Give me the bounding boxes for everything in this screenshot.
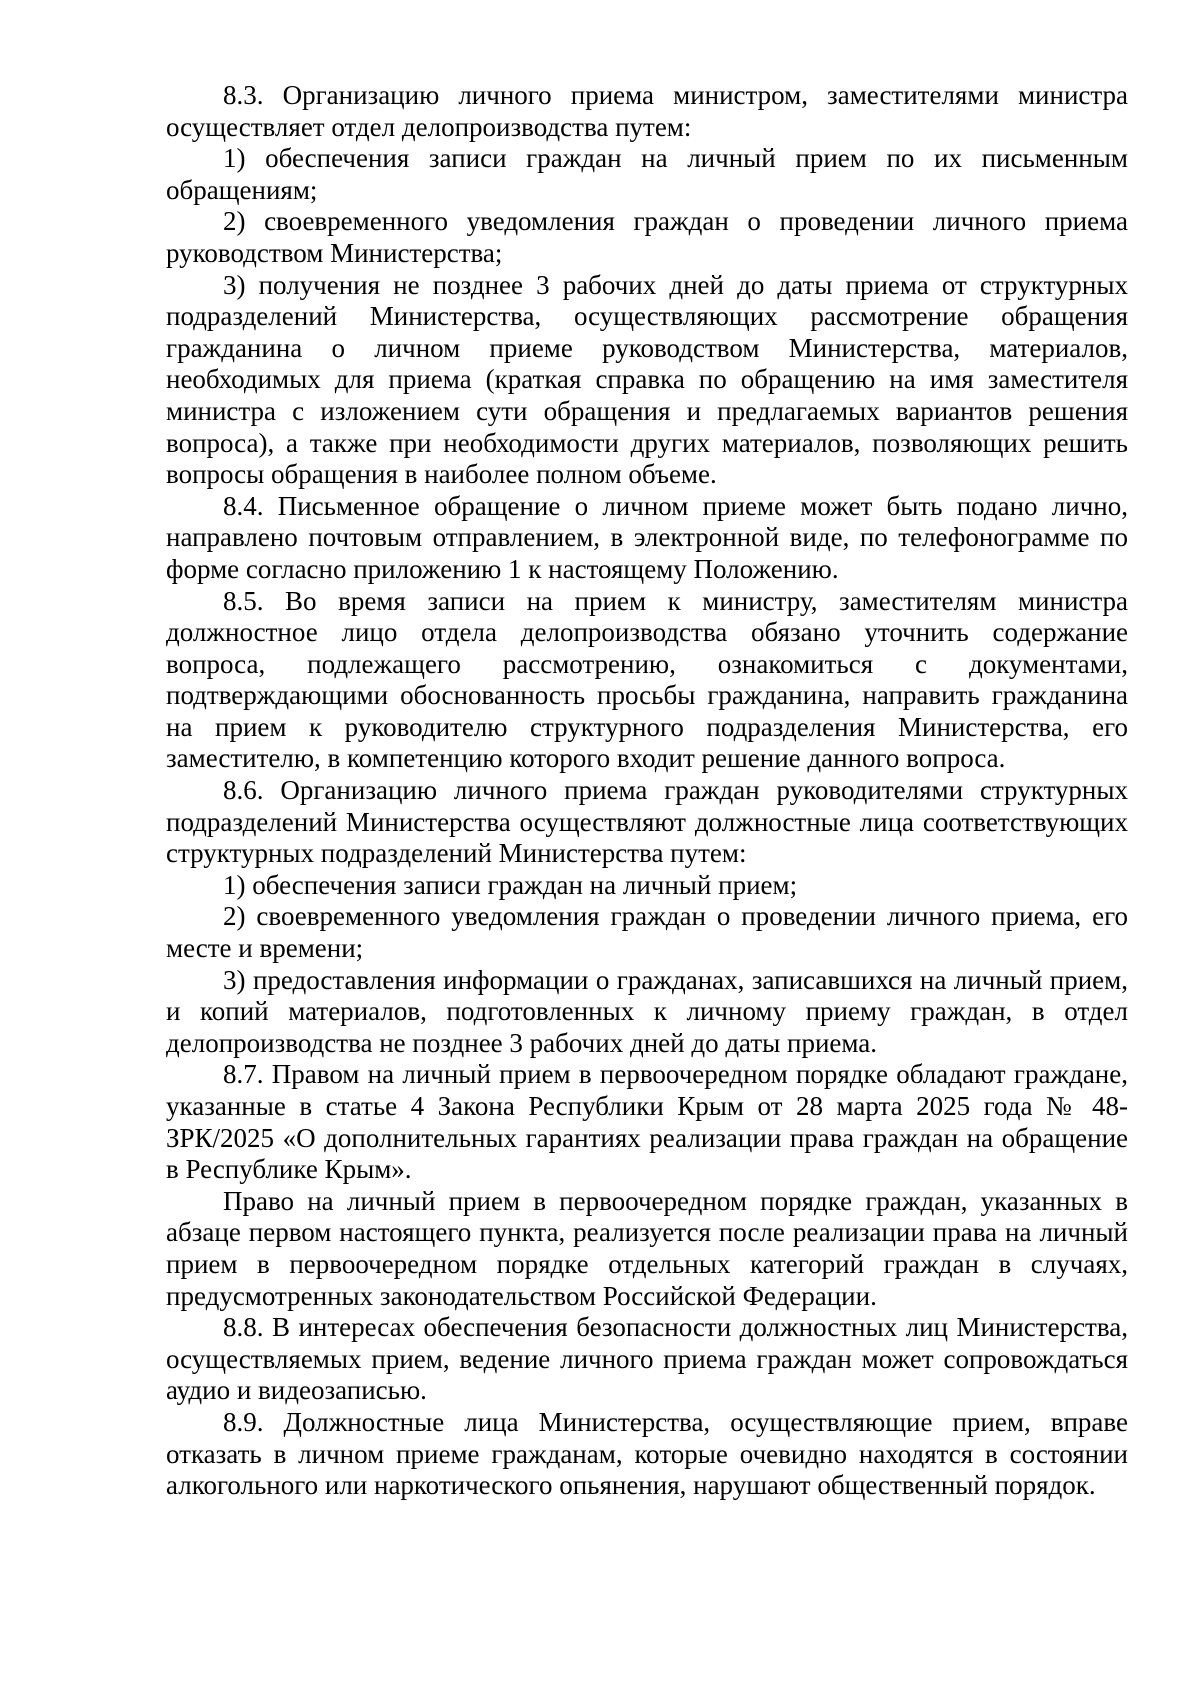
paragraph-8-9: 8.9. Должностные лица Министерства, осуществляющие прием, вправе отказать в личном приеме гражданам, которые очевидно находятся в состоянии алкогольного или наркотического опьянения, нарушают общественный порядок. xyxy=(166,1406,1128,1501)
paragraph-8-5: 8.5. Во время записи на прием к министру, заместителям министра должностное лицо отдела делопроизводства обязано уточнить содержание вопроса, подлежащего рассмотрению, ознакомиться с документами, подтверждающими обоснованность просьбы гражданина, направить гражданина на прием к руководителю структурного подразделения Министерства, его заместителю, в компетенцию которого входит решение данного вопроса. xyxy=(166,585,1128,774)
paragraph-8-6: 8.6. Организацию личного приема граждан руководителями структурных подразделений Министерства осуществляют должностные лица соответствующих структурных подразделений Министерства путем: xyxy=(166,775,1128,869)
paragraph-8-4: 8.4. Письменное обращение о личном приеме может быть подано лично, направлено почтовым отправлением, в электронной виде, по телефонограмме по форме согласно приложению 1 к настоящему Положению. xyxy=(166,490,1128,584)
paragraph-8-8: 8.8. В интересах обеспечения безопасности должностных лиц Министерства, осуществляемых прием, ведение личного приема граждан может сопровождаться аудио и видеозаписью. xyxy=(166,1312,1128,1406)
list-item-8-6-1: 1) обеспечения записи граждан на личный прием; xyxy=(223,869,798,900)
list-item-8-6-2: 2) своевременного уведомления граждан о проведении личного приема, его месте и времени; xyxy=(166,901,1128,964)
list-item-8-3-2: 2) своевременного уведомления граждан о проведении личного приема руководством Министерства; xyxy=(166,206,1128,268)
paragraph-8-7: 8.7. Правом на личный прием в первоочередном порядке обладают граждане, указанные в статье 4 Закона Республики Крым от 28 марта 2025 года № 48-ЗРК/2025 «О дополнительных гарантиях реализации права граждан на обращение в Республике Крым». xyxy=(166,1059,1128,1185)
list-item-8-6-3: 3) предоставления информации о гражданах, записавшихся на личный прием, и копий материалов, подготовленных к личному приему граждан, в отдел делопроизводства не позднее 3 рабочих дней до даты приема. xyxy=(166,964,1128,1058)
paragraph-8-7-second: Право на личный прием в первоочередном порядке граждан, указанных в абзаце первом настоящего пункта, реализуется после реализации права на личный прием в первоочередном порядке отдельных категорий граждан в случаях, предусмотренных законодательством Российской Федерации. xyxy=(166,1185,1128,1311)
document-body xyxy=(166,80,1128,1502)
list-item-8-3-3: 3) получения не позднее 3 рабочих дней до даты приема от структурных подразделений Министерства, осуществляющих рассмотрение обращения гражданина о личном приеме руководством Министерства, материалов, необходимых для приема (краткая справка по обращению на имя заместителя министра с изложением сути обращения и предлагаемых вариантов решения вопроса), а также при необходимости других материалов, позволяющих решить вопросы обращения в наиболее полном объеме. xyxy=(166,269,1128,490)
paragraph-8-3: 8.3. Организацию личного приема министром, заместителями министра осуществляет отдел делопроизводства путем: xyxy=(166,80,1128,142)
list-item-8-3-1: 1) обеспечения записи граждан на личный прием по их письменным обращениям; xyxy=(166,143,1128,205)
